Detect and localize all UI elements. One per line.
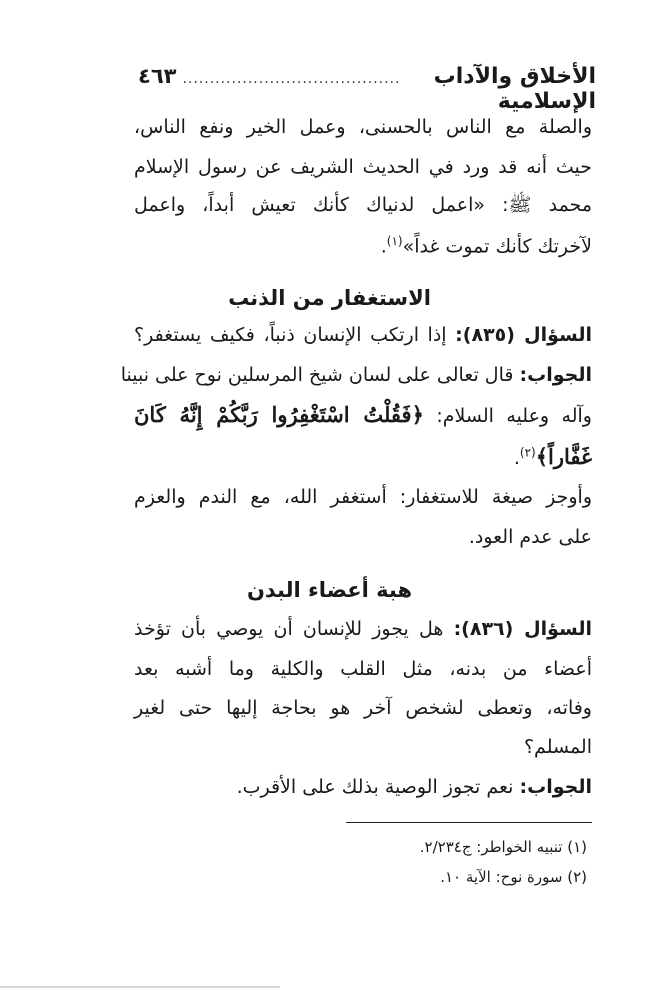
answer-835-text-2: وآله وعليه السلام: [436, 405, 592, 427]
question-835-label: السؤال (٨٣٥): [455, 324, 592, 346]
hadith-end-text: لآخرتك كأنك تموت غداً» [402, 235, 592, 258]
line-end-period: . [380, 235, 387, 258]
question-835-text: إذا ارتكب الإنسان ذنباً، فكيف يستغفر؟ [134, 324, 447, 346]
answer-836-label: الجواب: [519, 776, 592, 798]
quran-verse-part-2: غَفَّاراً﴾ [535, 444, 592, 469]
body-line-2: حيث أنه قد ورد في الحديث الشريف عن رسول الإسلام [134, 156, 592, 178]
body-line-3: محمد ﷺ: «اعمل لدنياك كأنك تعيش أبداً، واعمل [134, 194, 592, 216]
istighfar-para-line-1: وأوجز صيغة للاستغفار: أستغفر الله، مع الندم والعزم [134, 486, 592, 508]
answer-836 [237, 778, 592, 797]
question-836-line-4: المسلم؟ [523, 736, 592, 758]
answer-836-text: نعم تجوز الوصية بذلك على الأقرب. [236, 776, 514, 798]
header-title: الأخلاق والآداب الإسلامية [433, 64, 596, 114]
section-heading-organ-donation: هبة أعضاء البدن [246, 578, 413, 602]
body-line-4 [381, 235, 592, 256]
footnote-separator [346, 822, 592, 823]
footnote-1: (١) تنبيه الخواطر: ج٢/٢٣٤. [419, 838, 587, 856]
question-836-line-2: أعضاء من بدنه، مثل القلب والكلية وما أشبه بعد [134, 658, 592, 680]
running-header [138, 64, 596, 114]
answer-835-line-3 [514, 446, 592, 468]
page-number: ٤٦٣ [138, 64, 177, 88]
answer-835-label: الجواب: [519, 364, 592, 386]
footnote-ref-1: (١) [386, 234, 403, 248]
line-end-period-2: . [513, 447, 520, 469]
answer-835-text-1: قال تعالى على لسان شيخ المرسلين نوح على نبينا [120, 364, 514, 386]
question-836-label: السؤال (٨٣٦): [453, 618, 592, 640]
question-836-text-1: هل يجوز للإنسان أن يوصي بأن تؤخذ [134, 618, 444, 640]
page-edge-shadow [0, 986, 280, 988]
question-835 [134, 326, 592, 345]
body-line-1: والصلة مع الناس بالحسنى، وعمل الخير ونفع الناس، [134, 116, 592, 138]
question-836-line-3: وفاته، وتعطى لشخص آخر هو بحاجة إليها حتى لغير [134, 697, 592, 719]
answer-835-line-2 [134, 404, 592, 426]
quran-verse-part-1: ﴿فَقُلْتُ اسْتَغْفِرُوا رَبَّكُمْ إِنَّهُ كَانَ [134, 402, 424, 427]
question-836-line-1 [134, 620, 592, 639]
answer-835-line-1 [120, 364, 592, 386]
footnote-2: (٢) سورة نوح: الآية ١٠. [440, 868, 587, 886]
section-heading-istighfar: الاستغفار من الذنب [228, 286, 431, 310]
footnote-ref-2: (٢) [519, 445, 536, 460]
header-leader-dots: ........................................ [182, 71, 401, 87]
istighfar-para-line-2: على عدم العود. [468, 526, 592, 548]
